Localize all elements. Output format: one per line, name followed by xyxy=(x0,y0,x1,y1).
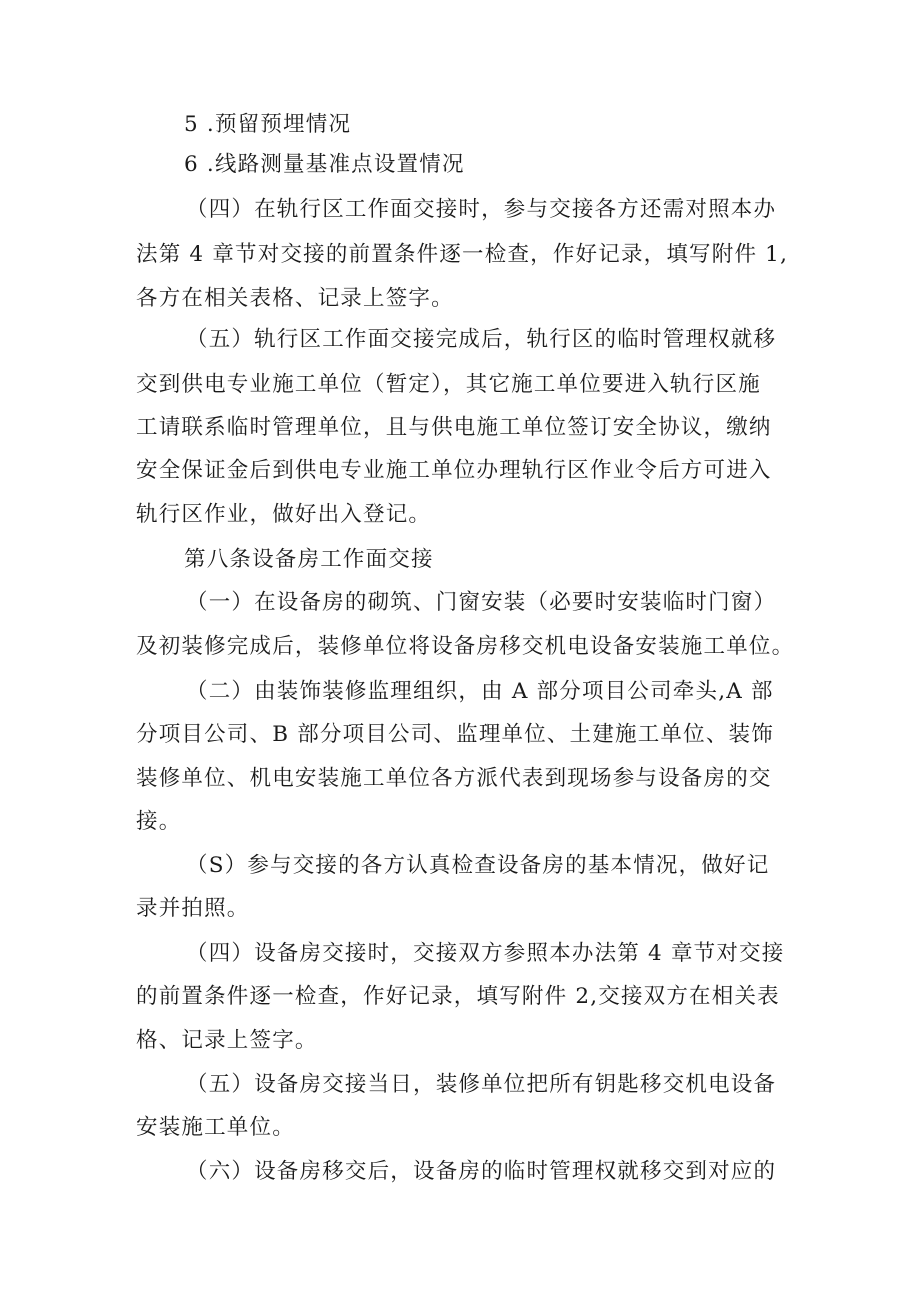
paragraph-5-line-5: 轨行区作业，做好出入登记。 xyxy=(136,502,432,527)
article-8-item-2-line-2: 分项目公司、B 部分项目公司、监理单位、土建施工单位、装饰 xyxy=(136,722,774,747)
paragraph-5-line-3: 工请联系临时管理单位，且与供电施工单位签订安全协议，缴纳 xyxy=(136,415,772,440)
article-8-item-2-line-4: 接。 xyxy=(136,809,182,834)
paragraph-5-line-4: 安全保证金后到供电专业施工单位办理轨行区作业令后方可进入 xyxy=(136,458,772,483)
list-item-6: 6 .线路测量基准点设置情况 xyxy=(184,152,465,177)
paragraph-4-line-3: 各方在相关表格、记录上签字。 xyxy=(136,286,454,311)
paragraph-4-line-1: （四）在轨行区工作面交接时，参与交接各方还需对照本办 xyxy=(186,197,777,222)
article-8-item-6-line-1: （六）设备房移交后，设备房的临时管理权就移交到对应的 xyxy=(186,1159,777,1184)
article-8-item-1-line-1: （一）在设备房的砌筑、门窗安装（必要时安装临时门窗） xyxy=(186,590,777,615)
article-8-item-4-line-1: （四）设备房交接时，交接双方参照本办法第 4 章节对交接 xyxy=(186,941,785,966)
list-item-5: 5 .预留预埋情况 xyxy=(184,112,352,137)
article-8-item-1-line-2: 及初装修完成后，装修单位将设备房移交机电设备安装施工单位。 xyxy=(136,634,795,659)
article-8-item-5-line-2: 安装施工单位。 xyxy=(136,1115,295,1140)
article-8-item-2-line-1: （二）由装饰装修监理组织，由 A 部分项目公司牵头,A 部 xyxy=(186,679,774,704)
article-8-item-3-line-2: 录并拍照。 xyxy=(136,896,250,921)
article-8-item-5-line-1: （五）设备房交接当日，装修单位把所有钥匙移交机电设备 xyxy=(186,1072,777,1097)
article-8-item-4-line-2: 的前置条件逐一检查，作好记录，填写附件 2,交接双方在相关表 xyxy=(136,984,780,1009)
paragraph-4-line-2: 法第 4 章节对交接的前置条件逐一检查，作好记录，填写附件 1, xyxy=(136,242,789,267)
paragraph-5-line-1: （五）轨行区工作面交接完成后，轨行区的临时管理权就移 xyxy=(186,327,777,352)
article-8-item-4-line-3: 格、记录上签字。 xyxy=(136,1028,318,1053)
article-8-heading: 第八条设备房工作面交接 xyxy=(184,547,434,572)
paragraph-5-line-2: 交到供电专业施工单位（暂定），其它施工单位要进入轨行区施 xyxy=(136,372,761,397)
article-8-item-2-line-3: 装修单位、机电安装施工单位各方派代表到现场参与设备房的交 xyxy=(136,766,772,791)
article-8-item-3-line-1: （S）参与交接的各方认真检查设备房的基本情况，做好记 xyxy=(186,853,770,878)
